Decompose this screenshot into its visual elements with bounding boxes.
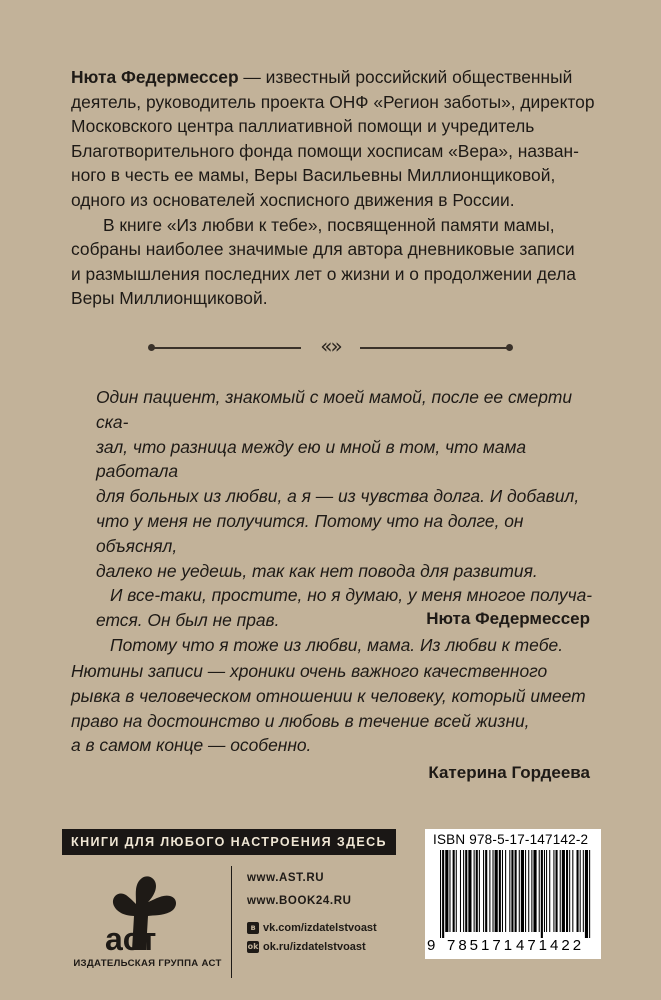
bio-line: и размышления последних лет о жизни и о продолжении дела	[71, 263, 576, 284]
author-name: Нюта Федермессер	[71, 67, 239, 87]
vk-icon: в	[247, 922, 259, 934]
barcode-bar	[572, 850, 573, 932]
barcode-bar	[583, 850, 584, 932]
double-chevron-icon: «»	[320, 334, 341, 358]
barcode-bar	[493, 850, 494, 932]
barcode-bar	[560, 850, 561, 932]
divider-line-right	[360, 347, 507, 349]
barcode-bar	[580, 850, 581, 932]
barcode-bar	[544, 850, 545, 932]
quote-line: что у меня не получится. Потому что на долге, он объяснял,	[96, 510, 524, 556]
ornament-divider	[148, 334, 513, 358]
barcode-bar	[577, 850, 579, 932]
barcode-bar	[566, 850, 568, 932]
barcode-bar	[519, 850, 520, 932]
review-line: а в самом конце — особенно.	[71, 735, 312, 756]
barcode-bar	[509, 850, 510, 932]
barcode-bar	[495, 850, 498, 932]
ok-icon: ok	[247, 942, 259, 951]
review-line: право на достоинство и любовь в течение всей жизни,	[71, 710, 530, 731]
barcode-bar	[499, 850, 501, 932]
quote-line: И все-таки, простите, но я думаю, у меня многое получа-	[110, 585, 593, 606]
quote-line: ется. Он был не прав.	[96, 610, 280, 631]
bio-line: В книге «Из любви к тебе», посвященной памяти мамы,	[103, 214, 555, 235]
barcode-bar	[531, 850, 532, 932]
barcode-bar	[453, 850, 455, 932]
isbn-number: ISBN 978-5-17-147142-2	[433, 832, 589, 847]
barcode-bar	[549, 850, 550, 932]
barcode-bar	[483, 850, 484, 932]
social-link-vk[interactable]: в vk.com/izdatelstvoast	[247, 922, 377, 934]
barcode-digit-group: 471422	[516, 937, 585, 954]
barcode-bar	[539, 850, 540, 932]
barcode-bar	[553, 850, 554, 932]
barcode-bar	[456, 850, 457, 932]
barcode-bar	[445, 850, 448, 932]
barcode-bar	[515, 850, 517, 932]
barcode-bar	[460, 850, 461, 932]
bio-line: собраны наиболее значимые для автора дневниковые записи	[71, 239, 575, 260]
barcode-box	[425, 829, 601, 959]
bio-line: деятель, руководитель проекта ОНФ «Регион заботы», директор	[71, 91, 595, 112]
divider-dot-right	[506, 344, 513, 351]
barcode-bar	[585, 850, 588, 938]
barcode-bar	[541, 850, 543, 938]
review-line: рывка в человеческом отношении к человеку, который имеет	[71, 685, 586, 706]
barcode-bar	[569, 850, 570, 932]
barcode-bar	[442, 850, 444, 938]
barcode-bar	[589, 850, 590, 938]
social-link-ok[interactable]: ok ok.ru/izdatelstvoast	[247, 941, 366, 953]
barcode-bar	[465, 850, 467, 932]
publisher-logo	[70, 868, 225, 978]
quote-line: Один пациент, знакомый с моей мамой, после ее смерти ска-	[96, 387, 573, 432]
barcode-bar	[562, 850, 565, 932]
review-author: Катерина Гордеева	[428, 763, 590, 782]
barcode-bar	[505, 850, 506, 932]
barcode-bar	[474, 850, 475, 932]
barcode-bar	[468, 850, 471, 932]
barcode-bar	[502, 850, 503, 932]
review-line: Нютины записи — хроники очень важного качественного	[71, 661, 548, 681]
footer-separator	[231, 866, 232, 978]
barcode-bar	[521, 850, 524, 932]
quote-line: для больных из любви, а я — из чувства долга. И добавил,	[96, 486, 580, 507]
quote-line: Потому что я тоже из любви, мама. Из любви к тебе.	[110, 634, 564, 655]
author-bio	[71, 65, 601, 311]
barcode-bar	[533, 850, 536, 932]
barcode-bar	[528, 850, 529, 932]
bio-line: одного из основателей хосписного движения в России.	[71, 189, 515, 210]
barcode-digit-group: 785171	[447, 937, 516, 954]
quote-author: Нюта Федермессер	[426, 609, 590, 628]
bio-line: ного в честь ее мамы, Веры Васильевны Миллионщиковой,	[71, 165, 556, 186]
barcode-bar	[489, 850, 490, 932]
barcode-bar	[440, 850, 441, 938]
promo-banner: КНИГИ ДЛЯ ЛЮБОГО НАСТРОЕНИЯ ЗДЕСЬ	[62, 829, 396, 855]
barcode-bar	[546, 850, 547, 932]
quote-line: зал, что разница между ею и мной в том, что мама работала	[96, 436, 527, 482]
barcode-icon	[438, 850, 596, 938]
bio-line: Московского центра паллиативной помощи и учредитель	[71, 116, 535, 137]
barcode-bar	[463, 850, 464, 932]
site-link-ast[interactable]: www.AST.RU	[247, 872, 325, 884]
barcode-bar	[476, 850, 478, 932]
barcode-bar	[449, 850, 450, 932]
quote-line: далеко не уедешь, так как нет повода для развития.	[96, 560, 538, 581]
barcode-bar	[479, 850, 480, 932]
barcode-bar	[511, 850, 513, 932]
bio-line: Благотворительного фонда помощи хосписам «Вера», назван-	[71, 140, 579, 161]
divider-line-left	[154, 347, 301, 349]
barcode-bar	[485, 850, 487, 932]
barcode-bar	[525, 850, 526, 932]
barcode-digit-group: 9	[427, 937, 436, 954]
barcode-bar	[556, 850, 558, 932]
ast-logo-icon	[98, 868, 198, 952]
bio-line: Веры Миллионщиковой.	[71, 288, 268, 309]
review-block	[71, 659, 591, 758]
bio-line: Нюта Федермессер — известный российский общественный	[71, 67, 573, 87]
site-link-book24[interactable]: www.BOOK24.RU	[247, 895, 352, 907]
publisher-name: ИЗДАТЕЛЬСКАЯ ГРУППА АСТ	[73, 958, 222, 969]
logo-text: аст	[105, 921, 157, 952]
